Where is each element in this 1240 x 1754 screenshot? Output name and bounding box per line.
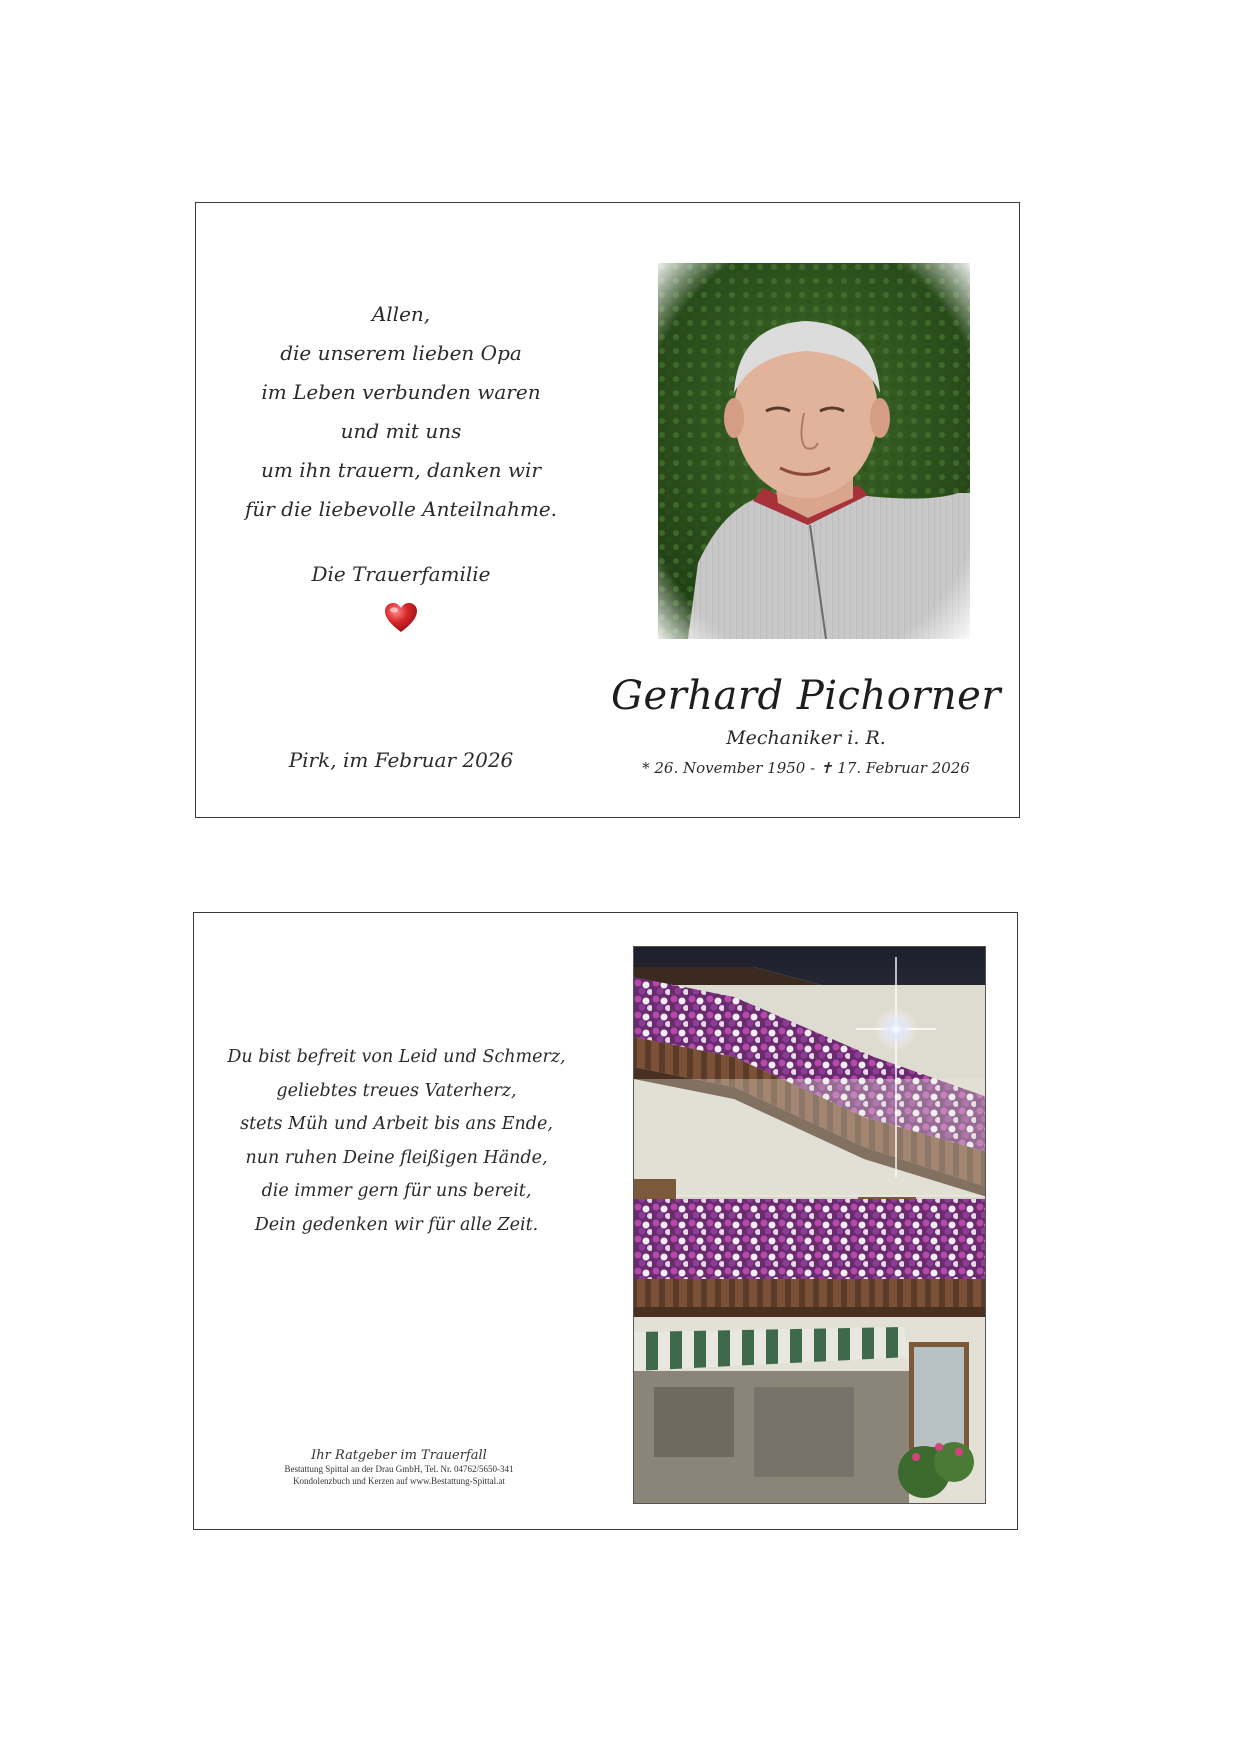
place-date: Pirk, im Februar 2026 [288,748,514,772]
poem-line: nun ruhen Deine fleißigen Hände, [245,1147,548,1168]
portrait-photo [658,263,970,639]
thanks-line: und mit uns [340,419,462,443]
poem-line: geliebtes treues Vaterherz, [276,1080,517,1101]
heart-icon [384,602,418,634]
poem-line: die immer gern für uns bereit, [261,1181,532,1201]
thanks-text [216,295,586,634]
poem-line: Dein gedenken wir für alle Zeit. [254,1214,539,1235]
signature: Die Trauerfamilie [311,562,491,586]
poem-text [224,1041,569,1242]
thanks-line: die unserem lieben Opa [280,341,522,365]
thanks-line: im Leben verbunden waren [261,380,541,404]
thanks-line: um ihn trauern, danken wir [261,458,541,482]
imprint-heading: Ihr Ratgeber im Trauerfall [311,1448,487,1463]
thanks-line: für die liebevolle Anteilnahme. [244,497,558,521]
life-dates: * 26. November 1950 - ✝ 17. Februar 2026 [642,759,970,777]
thanks-line: Allen, [371,302,431,326]
poem-line: stets Müh und Arbeit bis ans Ende, [240,1114,553,1134]
house-photo [633,946,986,1504]
imprint-contact: Bestattung Spittal an der Drau GmbH, Tel. Nr. 04762/5650-341 [284,1464,514,1474]
front-card [195,202,1020,818]
back-card [193,912,1018,1530]
imprint-website: Kondolenzbuch und Kerzen auf www.Bestattung-Spittal.at [293,1476,505,1486]
poem-line: Du bist befreit von Leid und Schmerz, [227,1047,566,1067]
funeral-home-imprint [234,1448,564,1487]
deceased-name: Gerhard Pichorner [611,673,1001,719]
occupation: Mechaniker i. R. [726,727,886,749]
